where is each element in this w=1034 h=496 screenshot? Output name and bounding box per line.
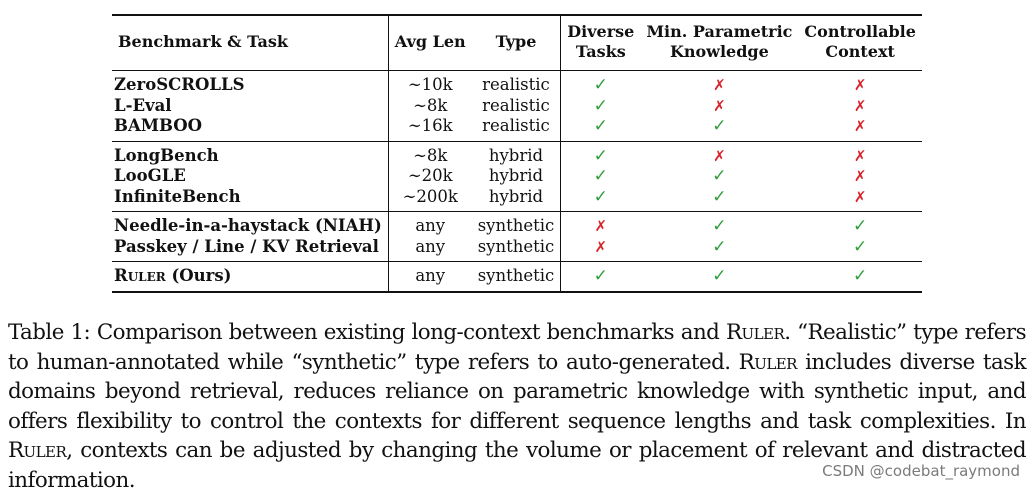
avg-len-cell: ∼10k (407, 75, 453, 94)
min-parametric-cell (640, 262, 798, 292)
header-min-parametric (640, 16, 798, 71)
cross-icon: ✗ (713, 76, 726, 94)
controllable-context-cell (798, 116, 922, 141)
min-parametric-cell (640, 96, 798, 117)
avg-len-cell: any (415, 236, 446, 256)
cross-icon: ✗ (853, 146, 867, 165)
cross-icon: ✗ (594, 237, 608, 256)
check-icon: ✓ (593, 95, 608, 116)
type-cell: realistic (472, 116, 561, 141)
diverse-tasks-cell (561, 187, 641, 212)
table-row (112, 237, 922, 262)
table-row (112, 142, 922, 167)
type-cell: realistic (472, 96, 561, 117)
caption-part-3: includes diverse task domains beyond retrieval, reduces reliance on parametric knowledge with synthetic input, and offers flexibility to control the contexts for different sequence lengths and task complexities. In (8, 349, 1027, 434)
controllable-context-cell (798, 166, 922, 187)
header-avg-len: Avg Len (394, 32, 466, 51)
cross-icon: ✗ (853, 167, 867, 185)
check-icon: ✓ (712, 166, 727, 186)
caption-part-1: Table 1: Comparison between existing long-context benchmarks and (8, 320, 726, 345)
diverse-tasks-cell (561, 237, 641, 262)
header-minparam-line2: Knowledge (669, 42, 769, 61)
avg-len-cell: ∼16k (407, 116, 453, 135)
check-icon: ✓ (593, 186, 608, 207)
controllable-context-cell (798, 71, 922, 96)
controllable-context-cell (798, 237, 922, 262)
table-row (112, 116, 922, 141)
check-icon: ✓ (593, 75, 608, 95)
check-icon: ✓ (712, 216, 727, 236)
type-cell: hybrid (472, 142, 561, 167)
check-icon: ✓ (712, 266, 727, 286)
type-cell: synthetic (472, 237, 561, 262)
controllable-context-cell (798, 142, 922, 167)
benchmark-name: ZeroSCROLLS (112, 71, 388, 96)
avg-len-cell: ∼200k (402, 186, 458, 206)
ours-suffix: (Ours) (165, 266, 232, 285)
avg-len-cell: ∼8k (413, 145, 448, 165)
check-icon: ✓ (593, 266, 608, 286)
header-minparam-line1: Min. Parametric (646, 22, 793, 41)
benchmark-comparison-table (112, 14, 922, 293)
caption-ruler-1: Ruler (725, 320, 785, 345)
avg-len-cell: any (415, 216, 446, 235)
min-parametric-cell (640, 212, 798, 237)
check-icon: ✓ (853, 236, 868, 257)
caption-ruler-2: Ruler (738, 349, 797, 375)
table-header-row (112, 16, 922, 71)
check-icon: ✓ (712, 186, 727, 207)
cross-icon: ✗ (713, 146, 726, 165)
bottom-rule (112, 292, 922, 293)
benchmark-name (112, 262, 388, 292)
controllable-context-cell (798, 262, 922, 292)
caption-ruler-3: Ruler (8, 438, 67, 464)
diverse-tasks-cell (561, 71, 641, 96)
header-diverse-tasks (561, 16, 641, 71)
diverse-tasks-cell (561, 212, 641, 237)
type-cell: synthetic (472, 262, 561, 292)
check-icon: ✓ (593, 145, 608, 166)
controllable-context-cell (798, 212, 922, 237)
ruler-name: Ruler (114, 266, 166, 285)
benchmark-name: BAMBOO (112, 116, 388, 141)
cross-icon: ✗ (594, 217, 608, 235)
header-controllable-line1: Controllable (804, 22, 916, 41)
header-type: Type (472, 16, 561, 71)
table-row (112, 212, 922, 237)
cross-icon: ✗ (713, 96, 726, 115)
table-row (112, 96, 922, 117)
type-cell: hybrid (472, 166, 561, 187)
watermark: CSDN @codebat_raymond (822, 462, 1020, 480)
header-diverse-line1: Diverse (567, 22, 635, 41)
benchmark-name: LooGLE (112, 166, 388, 187)
min-parametric-cell (640, 187, 798, 212)
benchmark-name: L-Eval (112, 96, 388, 117)
type-cell: hybrid (472, 187, 561, 212)
caption-part-4: , contexts can be adjusted by changing the volume or placement of relevant and distracted information. (8, 438, 1026, 493)
benchmark-name: Passkey / Line / KV Retrieval (112, 237, 388, 262)
min-parametric-cell (640, 166, 798, 187)
caption-part-2: . “Realistic” type refers to human-annotated while “synthetic” type refers to auto-generated. (8, 320, 1027, 375)
diverse-tasks-cell (561, 142, 641, 167)
diverse-tasks-cell (561, 262, 641, 292)
benchmark-name: Needle-in-a-haystack (NIAH) (112, 212, 388, 237)
cross-icon: ✗ (853, 96, 867, 115)
avg-len-cell: ∼8k (413, 95, 448, 115)
table-row (112, 262, 922, 292)
controllable-context-cell (798, 187, 922, 212)
cross-icon: ✗ (853, 117, 867, 135)
type-cell: realistic (472, 71, 561, 96)
min-parametric-cell (640, 71, 798, 96)
header-controllable-context (798, 16, 922, 71)
table-row (112, 71, 922, 96)
cross-icon: ✗ (853, 187, 867, 206)
cross-icon: ✗ (853, 76, 867, 94)
check-icon: ✓ (593, 116, 608, 136)
controllable-context-cell (798, 96, 922, 117)
diverse-tasks-cell (561, 166, 641, 187)
benchmark-name: LongBench (112, 142, 388, 167)
min-parametric-cell (640, 237, 798, 262)
table-row (112, 187, 922, 212)
diverse-tasks-cell (561, 116, 641, 141)
avg-len-cell: ∼20k (407, 166, 453, 185)
avg-len-cell: any (415, 266, 446, 285)
check-icon: ✓ (853, 216, 868, 236)
check-icon: ✓ (593, 166, 608, 186)
check-icon: ✓ (712, 236, 727, 257)
diverse-tasks-cell (561, 96, 641, 117)
check-icon: ✓ (712, 116, 727, 136)
benchmark-name: InfiniteBench (112, 187, 388, 212)
check-icon: ✓ (853, 266, 868, 286)
type-cell: synthetic (472, 212, 561, 237)
header-diverse-line2: Tasks (575, 42, 626, 61)
min-parametric-cell (640, 142, 798, 167)
table-body (112, 71, 922, 293)
header-benchmark: Benchmark & Task (112, 16, 388, 71)
table-row (112, 166, 922, 187)
min-parametric-cell (640, 116, 798, 141)
header-controllable-line2: Context (825, 42, 895, 61)
